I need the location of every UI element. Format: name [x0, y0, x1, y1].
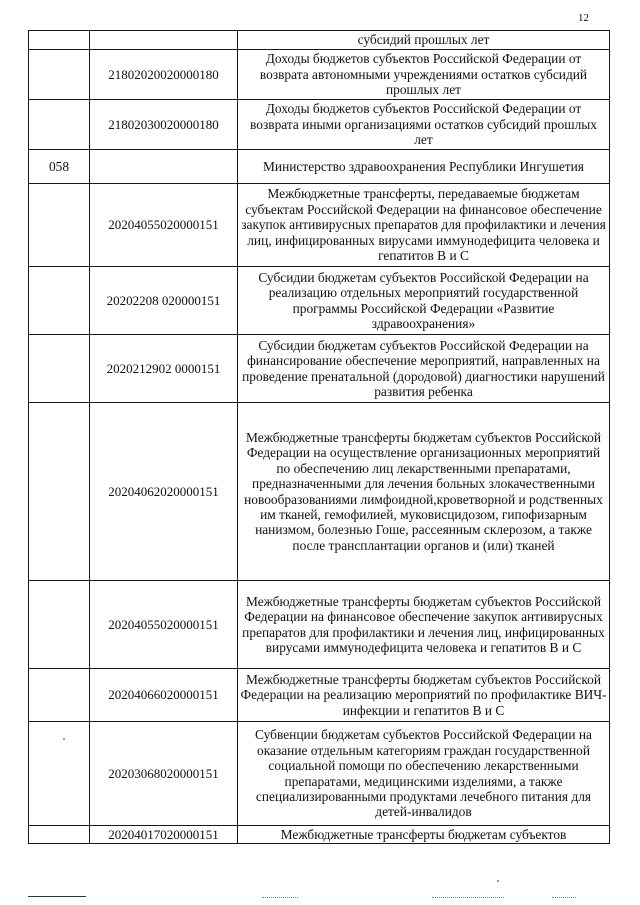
admin-code-cell: [29, 50, 90, 100]
scan-mark: [262, 897, 298, 898]
revenue-name-cell: Межбюджетные трансферты бюджетам субъектов: [238, 826, 610, 844]
revenue-code-cell: 21802020020000180: [90, 50, 238, 100]
admin-code-cell: [29, 826, 90, 844]
table-row: [29, 826, 610, 844]
revenue-name-cell: субсидий прошлых лет: [238, 31, 610, 50]
revenue-name-cell: Доходы бюджетов субъектов Российской Федерации от возврата иными организациями остатков субсидий прошлых лет: [238, 100, 610, 150]
revenue-code-cell: [90, 150, 238, 184]
admin-code-cell: [29, 722, 90, 826]
table-row: [29, 403, 610, 581]
table-row: [29, 669, 610, 722]
revenue-code-cell: [90, 31, 238, 50]
admin-code-cell: [29, 581, 90, 669]
revenue-name-cell: Межбюджетные трансферты, передаваемые бюджетам субъектам Российской Федерации на финансовое обеспечение закупок антивирусных препаратов для профилактики и лечения лиц, инфицированных вирусами иммунодефицита человека и гепатитов В и С: [238, 184, 610, 267]
admin-code-cell: [29, 335, 90, 403]
table-row: [29, 267, 610, 335]
revenue-name-cell: Субсидии бюджетам субъектов Российской Федерации на финансирование обеспечение мероприятий, направленных на проведение пренатальной (дородовой) диагностики нарушений развития ребенка: [238, 335, 610, 403]
revenue-name-cell: Доходы бюджетов субъектов Российской Федерации от возврата автономными учреждениями остатков субсидий прошлых лет: [238, 50, 610, 100]
page-number: 12: [578, 12, 589, 24]
budget-revenue-table: [28, 30, 610, 844]
table-row: [29, 184, 610, 267]
revenue-code-cell: 20203068020000151: [90, 722, 238, 826]
revenue-name-cell: Субвенции бюджетам субъектов Российской Федерации на оказание отдельным категориям граждан государственной социальной помощи по обеспечению лекарственными препаратами, медицинскими изделиями, а также специализированными продуктами лечебного питания для детей-инвалидов: [238, 722, 610, 826]
admin-code-cell: [29, 100, 90, 150]
revenue-code-cell: 21802030020000180: [90, 100, 238, 150]
revenue-code-cell: 20204062020000151: [90, 403, 238, 581]
table-row: [29, 31, 610, 50]
admin-code-cell: [29, 669, 90, 722]
revenue-code-cell: 2020212902 0000151: [90, 335, 238, 403]
table-row: [29, 335, 610, 403]
ministry-name-cell: Министерство здравоохранения Республики Ингушетия: [238, 150, 610, 184]
admin-code-cell: [29, 267, 90, 335]
revenue-code-cell: 20202208 020000151: [90, 267, 238, 335]
revenue-name-cell: Межбюджетные трансферты бюджетам субъектов Российской Федерации на финансовое обеспечение закупок антивирусных препаратов для профилактики и лечения лиц, инфицированных вирусами иммунодефицита человека и гепатитов В и С: [238, 581, 610, 669]
footer-rule: [28, 896, 86, 897]
revenue-code-cell: 20204055020000151: [90, 581, 238, 669]
admin-code-cell: [29, 403, 90, 581]
revenue-code-cell: 20204017020000151: [90, 826, 238, 844]
table-row: [29, 50, 610, 100]
admin-code-cell: 058: [29, 150, 90, 184]
admin-code-cell: [29, 31, 90, 50]
revenue-code-cell: 20204066020000151: [90, 669, 238, 722]
revenue-name-cell: Межбюджетные трансферты бюджетам субъектов Российской Федерации на реализацию мероприятий по профилактике ВИЧ-инфекции и гепатитов В и С: [238, 669, 610, 722]
scan-dot: [497, 880, 499, 882]
scan-mark: [552, 897, 576, 898]
admin-code-cell: [29, 184, 90, 267]
revenue-code-cell: 20204055020000151: [90, 184, 238, 267]
scan-mark: [432, 897, 504, 898]
revenue-name-cell: Субсидии бюджетам субъектов Российской Федерации на реализацию отдельных мероприятий государственной программы Российской Федерации «Развитие здравоохранения»: [238, 267, 610, 335]
table-row: [29, 581, 610, 669]
table-row: [29, 722, 610, 826]
scan-dot: [63, 738, 65, 740]
table-row: [29, 100, 610, 150]
revenue-name-cell: Межбюджетные трансферты бюджетам субъектов Российской Федерации на осуществление организационных мероприятий по обеспечению лиц лекарственными препаратами, предназначенными для лечения больных злокачественными новообразованиями лимфоидной,кроветворной и родственных им тканей, гемофилией, муковисцидозом, гипофизарным нанизмом, болезнью Гоше, рассеянным склерозом, а также после трансплантации органов и (или) тканей: [238, 403, 610, 581]
table-row: [29, 150, 610, 184]
